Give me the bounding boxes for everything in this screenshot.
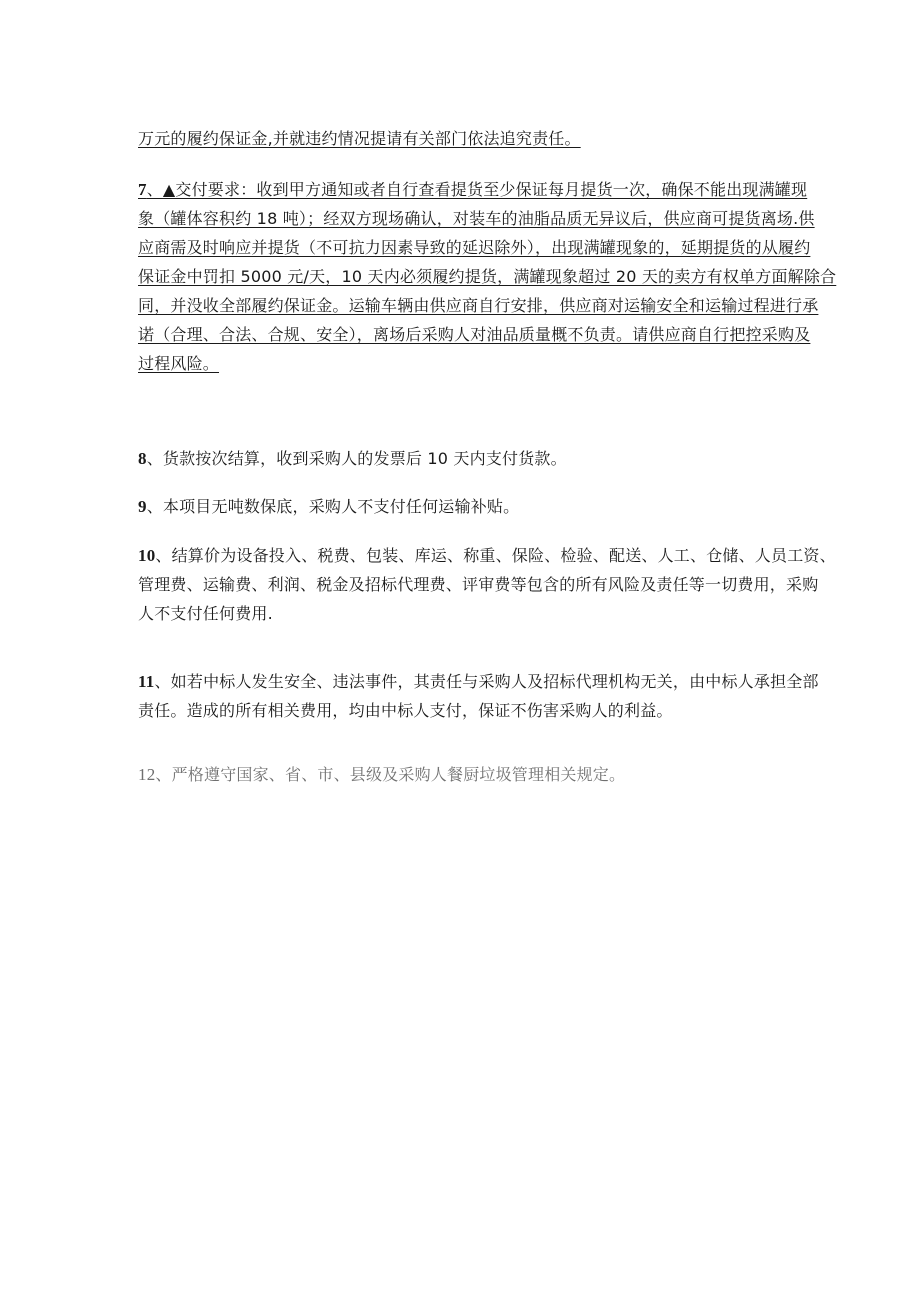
- paragraph-text: 、严格遵守国家、省、市、县级及采购人餐厨垃圾管理相关规定。: [155, 765, 626, 784]
- paragraph-line: 万元的履约保证金,并就违约情况提请有关部门依法追究责任。: [138, 129, 581, 148]
- paragraph-line: 保证金中罚扣 5000 元/天，10 天内必须履约提货，满罐现象超过 20 天的卖方有权单方面解除合: [138, 267, 837, 286]
- clause-number: 8: [138, 449, 147, 468]
- paragraph-11-liability: [138, 667, 819, 725]
- paragraph-continuation: [138, 124, 790, 153]
- clause-number: 9: [138, 497, 147, 516]
- paragraph-line: [138, 541, 836, 570]
- paragraph-12-regulations: [138, 760, 790, 789]
- paragraph-line: [138, 760, 790, 789]
- paragraph-line: 象（罐体容积约 18 吨）；经双方现场确认，对装车的油脂品质无异议后，供应商可提货离场.供: [138, 209, 815, 228]
- paragraph-line: [138, 444, 790, 473]
- paragraph-9-no-minimum: [138, 492, 790, 521]
- paragraph-line: 责任。造成的所有相关费用，均由中标人支付，保证不伤害采购人的利益。: [138, 701, 673, 720]
- paragraph-line: [138, 492, 790, 521]
- paragraph-line: [138, 175, 808, 204]
- paragraph-text: 、本项目无吨数保底，采购人不支付任何运输补贴。: [146, 497, 520, 516]
- paragraph-text: 、如若中标人发生安全、违法事件，其责任与采购人及招标代理机构无关，由中标人承担全部: [154, 672, 819, 691]
- clause-number: 10: [138, 546, 156, 565]
- paragraph-text: 、结算价为设备投入、税费、包装、库运、称重、保险、检验、配送、人工、仓储、人员工资、: [155, 546, 836, 565]
- clause-number: 12: [138, 765, 156, 784]
- paragraph-line: 诺（合理、合法、合规、安全），离场后采购人对油品质量概不负责。请供应商自行把控采购及: [138, 325, 811, 344]
- clause-number: 7: [138, 180, 147, 199]
- paragraph-text: 、货款按次结算，收到采购人的发票后 10 天内支付货款。: [146, 449, 567, 468]
- paragraph-line: 管理费、运输费、利润、税金及招标代理费、评审费等包含的所有风险及责任等一切费用，采购: [138, 575, 819, 594]
- paragraph-8-settlement: [138, 444, 790, 473]
- paragraph-10-settlement-price: [138, 541, 836, 628]
- paragraph-line: [138, 667, 819, 696]
- paragraph-line: 同，并没收全部履约保证金。运输车辆由供应商自行安排，供应商对运输安全和运输过程进行承: [138, 296, 819, 315]
- paragraph-7-delivery-requirements: [138, 175, 837, 378]
- paragraph-text: 、▲交付要求：收到甲方通知或者自行查看提货至少保证每月提货一次，确保不能出现满罐现: [146, 180, 808, 199]
- clause-number: 11: [138, 672, 155, 691]
- paragraph-line: 应商需及时响应并提货（不可抗力因素导致的延迟除外），出现满罐现象的，延期提货的从履约: [138, 238, 811, 257]
- paragraph-line: 过程风险。: [138, 354, 220, 373]
- paragraph-line: 人不支付任何费用.: [138, 604, 273, 623]
